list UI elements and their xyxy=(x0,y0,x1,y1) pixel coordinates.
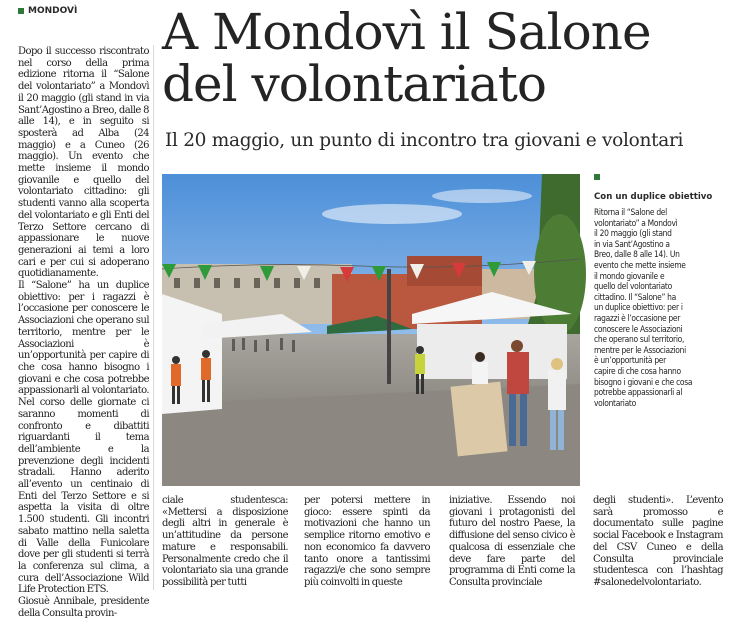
subheadline: Il 20 maggio, un punto di incontro tra giovani e volontari xyxy=(165,130,684,151)
article-column-2: ciale studentesca: «Mettersi a disposizione degli altri in generale è un’attitudine da persone mature e responsabili. Personalmente credo che il volontariato sia una grande possibilità per tutti xyxy=(162,495,288,588)
sidebar-body: Ritorna il “Salone del volontariato” a Mondovì il 20 maggio (gli stand in via Sant’Agostino a Breo, dalle 8 alle 14). Un evento che mette insieme il mondo giovanile e quello del volontariato cittadino. Il “Salone” ha un duplice obiettivo: per i ragazzi è l’occasione per conoscere le Associazioni che operano sul territorio, mentre per le Associazioni è un’opportunità per capire di che cosa hanno bisogno i giovani e che cosa potrebbe appassionarli al volontariato xyxy=(594,207,693,408)
headline-line-2: del volontariato xyxy=(162,55,546,113)
article-column-4: iniziative. Essendo noi giovani i protagonisti del futuro del nostro Paese, la diffusione del senso civico è qualcosa di essenziale che deve fare parte del programma di Enti come la Consulta provinciale xyxy=(449,495,575,588)
section-kicker xyxy=(18,6,148,16)
sidebar-title: Con un duplice obiettivo xyxy=(594,192,713,202)
article-column-5: degli studenti». L’evento sarà promosso e documentato sulle pagine social Facebook e Instagram del CSV Cuneo e della Consulta provinciale studentesca con l’hashtag #salonedelvolontariato. xyxy=(593,495,723,588)
section-square-icon xyxy=(18,8,24,14)
headline-line-1: A Mondovì il Salone xyxy=(162,3,651,61)
volunteer-fair-photo xyxy=(162,174,580,486)
column-divider xyxy=(153,45,154,590)
event-photo xyxy=(162,174,580,486)
headline xyxy=(162,3,722,113)
article-column-1: Dopo il successo riscontrato nel corso della prima edizione ritorna il “Salone del volontariato” a Mondovì il 20 maggio (gli stand in via Sant’Agostino a Breo, dalle 8 alle 14), e in seguito si sposterà ad Alba (24 maggio) e a Cuneo (26 maggio). Un evento che mette insieme il mondo giovanile e quello del volontariato cittadino: gli studenti vanno alla scoperta del volontariato e gli Enti del Terzo Settore cercano di appassionare le nuove generazioni ai temi a loro cari e per cui si adoperano quotidianamente. Il “Salone” ha un duplice obiettivo: per i ragazzi è l’occasione per conoscere le Associazioni che operano sul territorio, mentre per le Associazioni è un’opportunità per capire di che cosa hanno bisogno i giovani e che cosa potrebbe appassionarli al volontariato. Nel corso delle giornate ci saranno momenti di confronto e dibattiti riguardanti il tema dell’ambiente e la prevenzione degli incidenti stradali. Hanno aderito all’evento un centinaio di Enti del Terzo Settore e si aspetta la visita di oltre 1.500 studenti. Gli incontri sabato mattino nella saletta di Valle della Funicolare dove per gli studenti si terrà la conferenza sul clima, a cura dell’Associazione Wild Life Protection ETS. Giosuè Annibale, presidente della Consulta provin- xyxy=(18,46,149,619)
section-label: MONDOVÌ xyxy=(28,6,78,16)
article-column-3: per potersi mettere in gioco: essere spinti da motivazioni che hanno un semplice ritorno emotivo e non economico fa davvero tanto onore a tantissimi ragazzi/e che sono sempre più coinvolti in queste xyxy=(304,495,430,588)
sidebar-square-icon xyxy=(594,174,600,180)
